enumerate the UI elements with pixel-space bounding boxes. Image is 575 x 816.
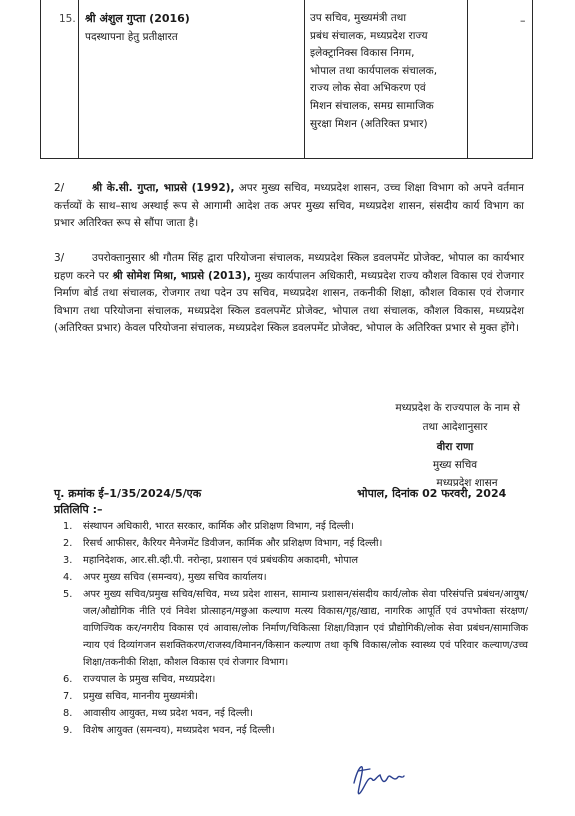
handwritten-signature <box>348 753 408 803</box>
new-designation <box>310 10 466 133</box>
designation-cell <box>305 0 468 158</box>
list-item: 5. अपर मुख्य सचिव/प्रमुख सचिव/सचिव, मध्य प्रदेश शासन, सामान्य प्रशासन/संसदीय कार्य/लोक सेवा परिसंपत्ति प्रबंधन/आयुष/जल/औद्योगिक नीति एवं निवेश प्रोत्साहन/मछुआ कल्याण मत्स्य विकास/गृह/खाद्य, नागरिक आपूर्ति एवं उपभोक्ता संरक्षण/वाणिज्यिक कर/नगरीय विकास एवं आवास/लोक निर्माण/चिकित्सा शिक्षा/विज्ञान एवं प्रौद्योगिकी/लोक सेवा प्रबंधन/सामाजिक न्याय एवं दिव्यांगजन सशक्तिकरण/राजस्व/विमानन/किसान कल्याण तथा कृषि विकास/लोक स्वास्थ्य एवं परिवार कल्याण/उच्च शिक्षा/तकनीकी शिक्षा, कौशल विकास एवं रोजगार विभाग। <box>63 589 529 668</box>
signatory-name: वीरा राणा <box>436 441 474 453</box>
designation-line: सुरक्षा मिशन (अतिरिक्त प्रभार) <box>310 117 428 130</box>
sno-cell <box>41 0 79 158</box>
para-text: उपरोक्तानुसार श्री गौतम सिंह द्वारा परियोजना संचालक, मध्यप्रदेश स्किल डवलपमेंट प्रोजेक्ट, भोपाल का कार्यभार ग्रहण करने पर <box>54 252 524 282</box>
para-text: मुख्य कार्यपालन अधिकारी, मध्यप्रदेश राज्य कौशल विकास एवं रोजगार निर्माण बोर्ड तथा संचालक, रोजगार तथा पदेन उप सचिव, मध्यप्रदेश शासन, तकनीकी शिक्षा, कौशल विकास एवं रोजगार विभाग तथा परियोजना संचालक, मध्यप्रदेश स्किल डवलपमेंट प्रोजेक्ट, भोपाल तथा संचालक, कौशल विकास, मध्यप्रदेश (अतिरिक्त प्रभार) केवल परियोजना संचालक, मध्यप्रदेश स्किल डवलपमेंट प्रोजेक्ट, भोपाल के अतिरिक्त प्रभार से मुक्त होंगे। <box>54 269 524 334</box>
list-item: 3. महानिदेशक, आर.सी.व्ही.पी. नरोन्हा, प्रशासन एवं प्रबंधकीय अकादमी, भोपाल <box>63 555 359 566</box>
governor-order-line-2: तथा आदेशानुसार <box>422 421 488 433</box>
para-text: अपर मुख्य सचिव, मध्यप्रदेश शासन, उच्च शिक्षा विभाग को अपने वर्तमान कर्त्तव्यों के साथ–साथ अस्थाई रूप से आगामी आदेश तक अपर मुख्य सचिव, मध्यप्रदेश शासन, संसदीय कार्य विभाग का प्रभार अतिरिक्त रूप से सौंपा जाता है। <box>54 182 524 229</box>
officer-name-bold: श्री के.सी. गुप्ता, भाप्रसे (1992), <box>92 182 235 194</box>
name-cell <box>79 0 305 158</box>
list-item: 2. रिसर्च आफीसर, कैरियर मैनेजमेंट डिवीजन, कार्मिक और प्रशिक्षण विभाग, नई दिल्ली। <box>63 538 383 549</box>
serial-number: 15. <box>59 13 76 25</box>
list-item: 9. विशेष आयुक्त (समन्वय), मध्यप्रदेश भवन, नई दिल्ली। <box>63 725 275 736</box>
designation-line: उप सचिव, मुख्यमंत्री तथा <box>310 12 407 24</box>
copy-list <box>54 518 528 739</box>
remarks-value: – <box>520 14 526 27</box>
paragraph-3 <box>54 250 524 338</box>
paragraph-2 <box>54 180 524 233</box>
current-posting: पदस्थापना हेतु प्रतीक्षारत <box>85 31 178 43</box>
officer-name-bold: श्री सोमेश मिश्रा, भाप्रसे (2013), <box>112 269 251 282</box>
designation-line: राज्य लोक सेवा अभिकरण एवं <box>310 82 426 95</box>
officer-table <box>40 0 533 159</box>
designation-line: प्रबंध संचालक, मध्यप्रदेश राज्य <box>310 29 428 42</box>
officer-name: श्री अंशुल गुप्ता (2016) <box>85 12 190 25</box>
remarks-cell <box>468 0 532 158</box>
copy-heading: प्रतिलिपि :– <box>54 503 103 516</box>
designation-line: इलेक्ट्रानिक्स विकास निगम, <box>310 47 415 60</box>
designation-line: मिशन संचालक, समग्र सामाजिक <box>310 99 434 112</box>
designation-line: भोपाल तथा कार्यपालक संचालक, <box>310 64 438 77</box>
reference-date: भोपाल, दिनांक 02 फरवरी, 2024 <box>357 487 507 500</box>
list-item: 7. प्रमुख सचिव, माननीय मुख्यमंत्री। <box>63 691 199 702</box>
para-number: 2/ <box>54 182 65 194</box>
governor-order-line: मध्यप्रदेश के राज्यपाल के नाम से <box>395 402 520 414</box>
list-item: 8. आवासीय आयुक्त, मध्य प्रदेश भवन, नई दिल्ली। <box>63 708 254 719</box>
signatory-office: मध्यप्रदेश शासन <box>436 477 498 489</box>
signatory-designation: मुख्य सचिव <box>432 459 478 471</box>
reference-number: पृ. क्रमांक ई–1/35/2024/5/एक <box>54 487 202 500</box>
list-item: 4. अपर मुख्य सचिव (समन्वय), मुख्य सचिव कार्यालय। <box>63 572 267 583</box>
list-item: 1. संस्थापन अधिकारी, भारत सरकार, कार्मिक और प्रशिक्षण विभाग, नई दिल्ली। <box>63 521 354 532</box>
list-item: 6. राज्यपाल के प्रमुख सचिव, मध्यप्रदेश। <box>63 674 216 685</box>
para-number: 3/ <box>54 252 65 264</box>
